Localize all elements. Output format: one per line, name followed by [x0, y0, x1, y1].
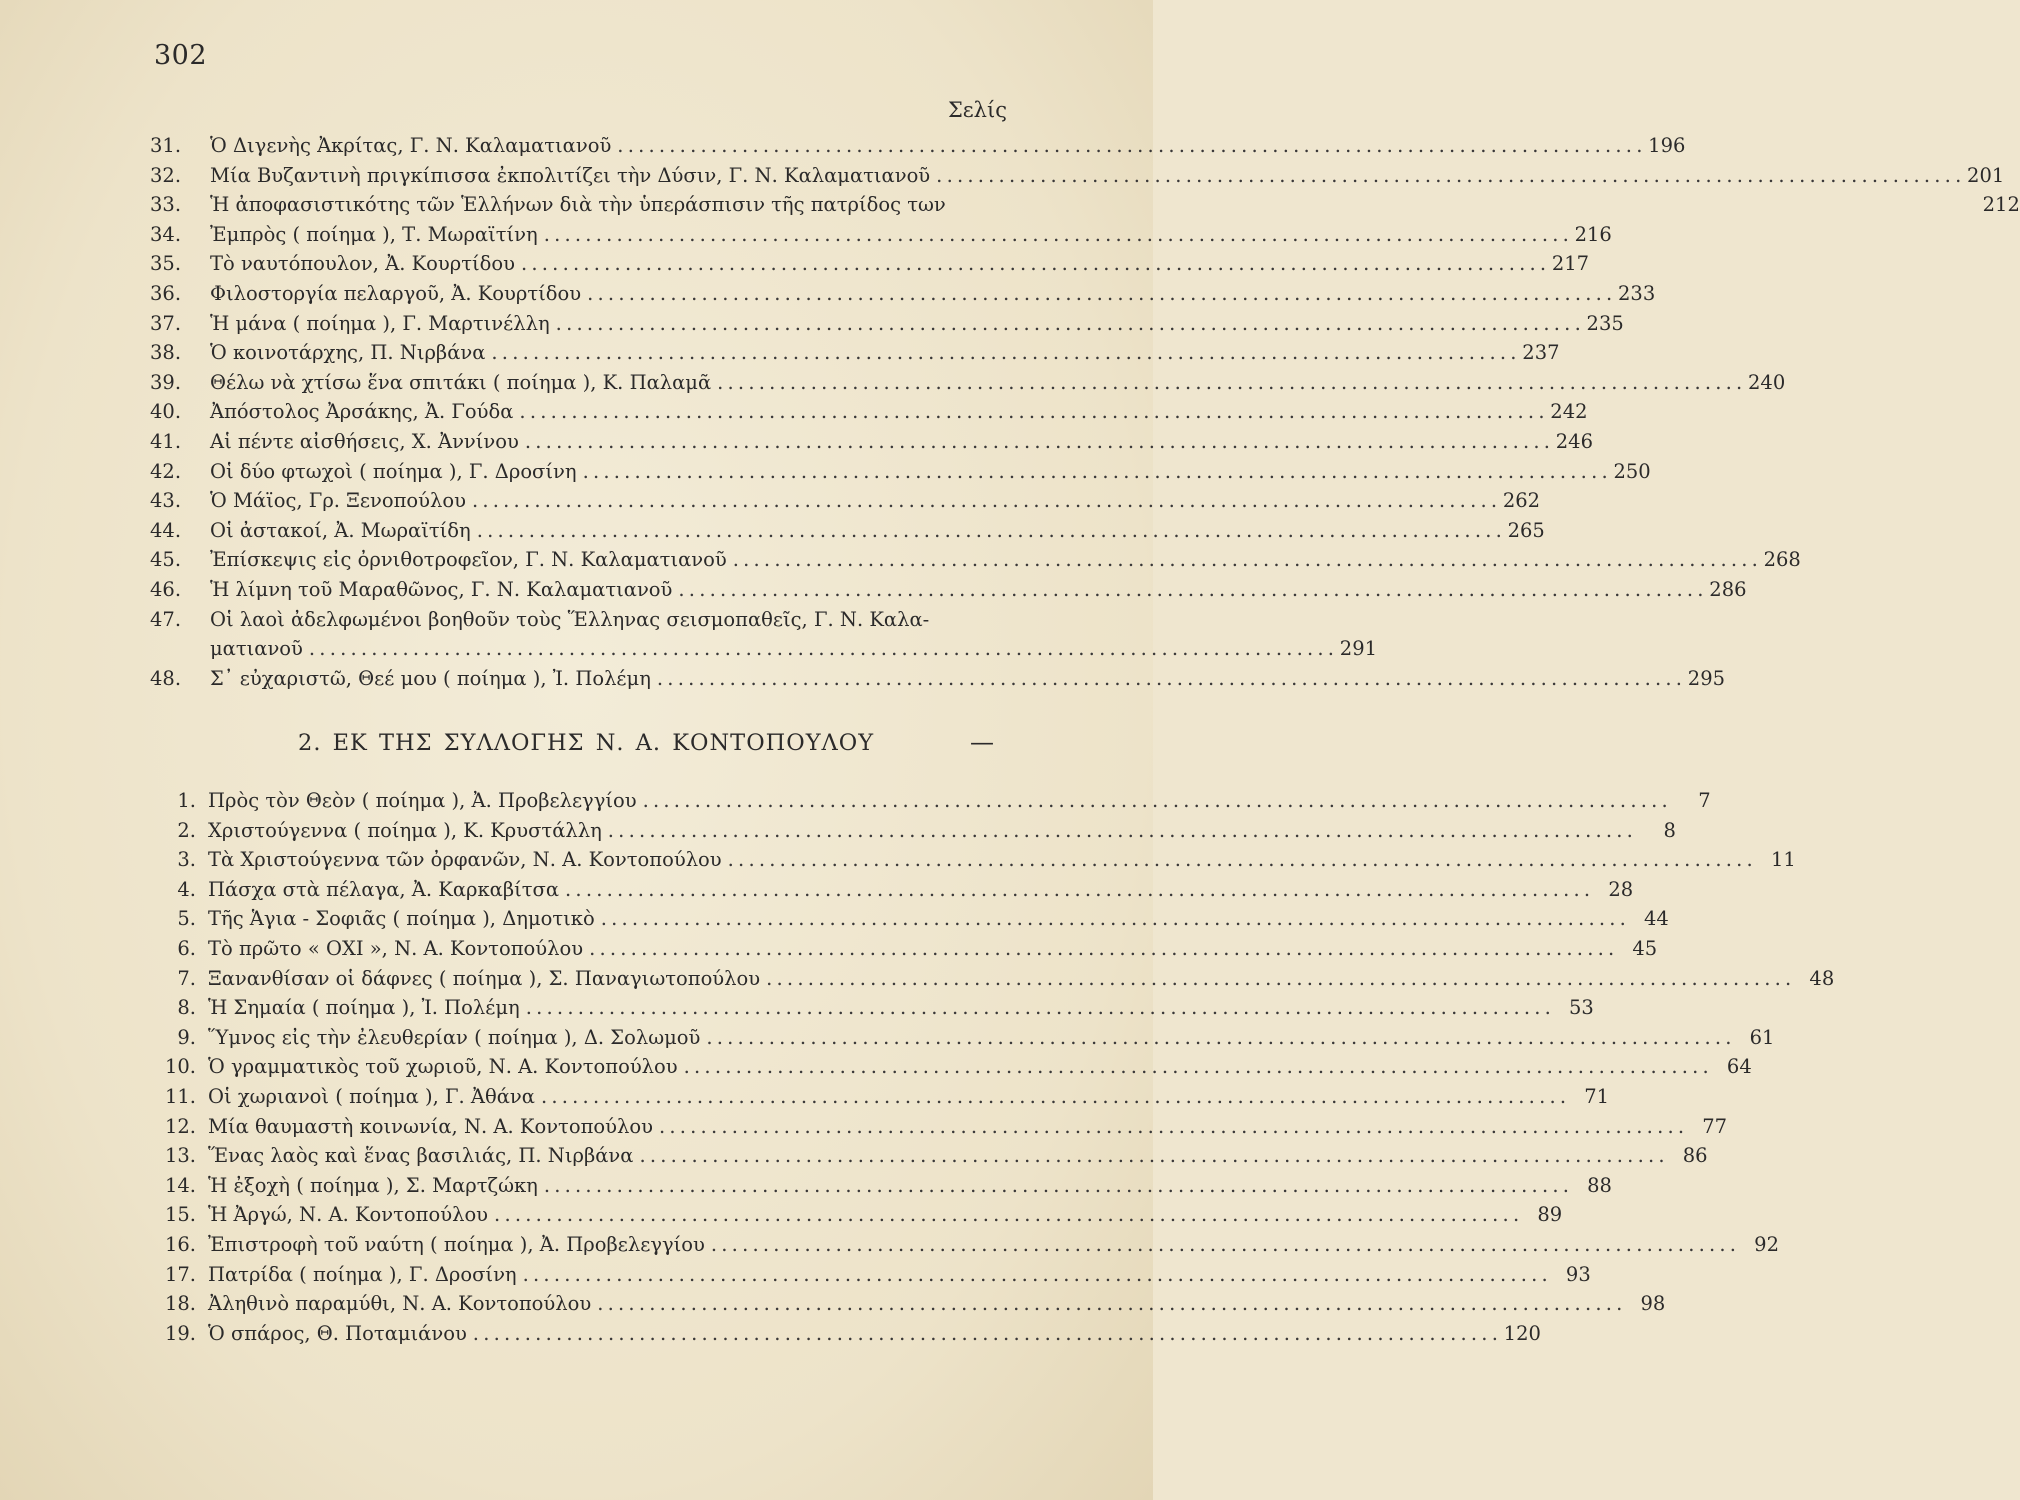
toc-entry [150, 1052, 1752, 1082]
toc-entry [150, 605, 1012, 635]
dot-leader [733, 545, 1757, 575]
entry-number: 42. [150, 459, 182, 483]
entry-page: 242 [1550, 400, 1588, 424]
dot-leader [657, 664, 1681, 694]
entry-title-continuation: ματιανοῦ [210, 637, 303, 661]
toc-entry [150, 427, 1593, 457]
toc-entry [150, 1112, 1728, 1142]
dot-leader [565, 875, 1589, 905]
toc-entry [150, 338, 1560, 368]
entry-title: Οἱ χωριανοὶ ( ποίημα ), Γ. Ἀθάνα [208, 1084, 535, 1108]
toc-entry [150, 786, 1711, 816]
entry-number: 34. [150, 222, 182, 246]
page-column-label: Σελίς [947, 98, 1007, 122]
entry-page: 98 [1640, 1292, 1666, 1316]
toc-entry [150, 1171, 1612, 1201]
entry-page: 8 [1663, 818, 1676, 842]
toc-entry [150, 875, 1634, 905]
dot-leader [659, 1112, 1683, 1142]
toc-entry [150, 309, 1624, 339]
dot-leader [473, 1319, 1497, 1349]
entry-number: 12. [164, 1114, 196, 1138]
dot-leader [608, 816, 1632, 846]
dot-leader [525, 427, 1549, 457]
entry-title: Τῆς Ἁγια - Σοφιᾶς ( ποίημα ), Δημοτικὸ [208, 907, 595, 931]
entry-number: 4. [177, 877, 196, 901]
entry-page: 235 [1586, 311, 1624, 335]
entry-page: 61 [1749, 1025, 1775, 1049]
entry-page: 86 [1682, 1144, 1708, 1168]
entry-title: Μία θαυμαστὴ κοινωνία, Ν. Α. Κοντοπούλου [208, 1114, 653, 1138]
entry-number: 40. [150, 400, 182, 424]
toc-entry [150, 1023, 1775, 1053]
entry-page: 233 [1618, 281, 1656, 305]
entry-page: 216 [1574, 222, 1612, 246]
toc-entry [150, 220, 1612, 250]
entry-page: 286 [1709, 577, 1747, 601]
toc-entry [150, 845, 1796, 875]
entry-title: Τὰ Χριστούγεννα τῶν ὀρφανῶν, Ν. Α. Κοντοπούλου [208, 848, 722, 872]
toc-entry [150, 1319, 1541, 1349]
entry-page: 77 [1702, 1114, 1728, 1138]
dot-leader [717, 368, 1741, 398]
dot-leader [494, 1200, 1518, 1230]
dot-leader [544, 220, 1568, 250]
entry-title: Σ᾽ εὐχαριστῶ, Θεέ μου ( ποίημα ), Ἰ. Πολέμη [210, 666, 651, 690]
dot-leader [556, 309, 1580, 339]
entry-number: 46. [150, 577, 182, 601]
entry-page: 240 [1748, 370, 1786, 394]
entry-title: Ξανανθίσαν οἱ δάφνες ( ποίημα ), Σ. Παναγιωτοπούλου [208, 966, 761, 990]
entry-title: Οἱ λαοὶ ἀδελφωμένοι βοηθοῦν τοὺς Ἕλληνας σεισμοπαθεῖς, Γ. Ν. Καλα- [210, 607, 930, 631]
dot-leader [639, 1141, 1663, 1171]
entry-number: 32. [150, 163, 182, 187]
entry-page: 250 [1613, 459, 1651, 483]
toc-entry [150, 664, 1726, 694]
entry-page: 262 [1502, 489, 1541, 513]
entry-number: 11. [164, 1084, 196, 1108]
entry-page: 291 [1339, 637, 1378, 661]
toc-list-section2 [150, 786, 1835, 1348]
entry-number: 38. [150, 341, 182, 365]
dot-leader [523, 1260, 1547, 1290]
dot-leader [601, 904, 1625, 934]
entry-page: 237 [1522, 341, 1560, 365]
dot-leader [684, 1052, 1708, 1082]
entry-number: 41. [150, 429, 182, 453]
entry-number: 37. [150, 311, 182, 335]
entry-page: 265 [1507, 518, 1545, 542]
entry-number: 35. [150, 252, 182, 276]
toc-entry [150, 1082, 1610, 1112]
dot-leader [472, 486, 1496, 516]
entry-number: 17. [164, 1262, 196, 1286]
entry-title: Πατρίδα ( ποίημα ), Γ. Δροσίνη [208, 1262, 517, 1286]
entry-title: Χριστούγεννα ( ποίημα ), Κ. Κρυστάλλη [208, 818, 602, 842]
entry-title: Ὁ γραμματικὸς τοῦ χωριοῦ, Ν. Α. Κοντοπούλου [208, 1055, 678, 1079]
entry-number: 1. [177, 789, 196, 812]
entry-number: 10. [164, 1055, 196, 1079]
dot-leader [491, 338, 1515, 368]
dot-leader [519, 397, 1543, 427]
entry-number: 2. [177, 818, 196, 842]
entry-page: 120 [1503, 1321, 1541, 1345]
dot-leader [617, 131, 1641, 161]
entry-number: 31. [150, 134, 182, 157]
dot-leader [936, 161, 1960, 191]
toc-entry [150, 993, 1594, 1023]
dot-leader [309, 634, 1333, 664]
dot-leader [643, 786, 1667, 816]
toc-entry [150, 545, 1801, 575]
entry-title: Αἱ πέντε αἰσθήσεις, Χ. Ἀννίνου [210, 429, 519, 453]
entry-number: 19. [164, 1321, 196, 1345]
entry-page: 196 [1648, 134, 1686, 157]
toc-entry [150, 1230, 1779, 1260]
entry-page: 48 [1809, 966, 1835, 990]
entry-title: Ἐμπρὸς ( ποίημα ), Τ. Μωραϊτίνη [210, 222, 538, 246]
toc-entry [150, 190, 2020, 220]
entry-title: Μία Βυζαντινὴ πριγκίπισσα ἐκπολιτίζει τὴν Δύσιν, Γ. Ν. Καλαματιανοῦ [210, 163, 931, 187]
dot-leader [711, 1230, 1735, 1260]
page-number: 302 [154, 40, 208, 71]
entry-number: 44. [150, 518, 182, 542]
dot-leader [583, 457, 1607, 487]
entry-page: 295 [1687, 666, 1726, 690]
dot-leader [597, 1289, 1621, 1319]
entry-page: 89 [1537, 1203, 1563, 1227]
dot-leader [728, 845, 1752, 875]
entry-number: 45. [150, 548, 182, 572]
entry-title: Πάσχα στὰ πέλαγα, Ἀ. Καρκαβίτσα [208, 877, 560, 901]
entry-page: 64 [1726, 1055, 1752, 1079]
toc-entry-continuation [150, 634, 1378, 664]
entry-page: 212 [1982, 193, 2020, 217]
entry-title: Ἐπιστροφὴ τοῦ ναύτη ( ποίημα ), Ἀ. Προβελεγγίου [208, 1232, 705, 1256]
entry-number: 36. [150, 281, 182, 305]
entry-title: Τὸ ναυτόπουλον, Ἀ. Κουρτίδου [210, 252, 515, 276]
entry-page: 268 [1763, 548, 1801, 572]
toc-entry [150, 397, 1588, 427]
entry-title: Ὁ Διγενὴς Ἀκρίτας, Γ. Ν. Καλαματιανοῦ [210, 134, 612, 157]
entry-title: Ὁ σπάρος, Θ. Ποταμιάνου [208, 1321, 467, 1345]
toc-entry [150, 457, 1651, 487]
entry-title: Πρὸς τὸν Θεὸν ( ποίημα ), Ἀ. Προβελεγγίου [208, 789, 637, 812]
entry-page: 45 [1632, 936, 1658, 960]
entry-title: Τὸ πρῶτο « ΟΧΙ », Ν. Α. Κοντοπούλου [208, 936, 584, 960]
entry-title: Ἡ ἀποφασιστικότης τῶν Ἑλλήνων διὰ τὴν ὑπεράσπισιν τῆς πατρίδος των [210, 193, 946, 217]
toc-entry [150, 131, 1686, 161]
toc-entry [150, 1200, 1563, 1230]
entry-page: 44 [1644, 907, 1669, 931]
toc-entry [150, 964, 1835, 994]
dot-leader [526, 993, 1550, 1023]
entry-title: Ὁ Μάϊος, Γρ. Ξενοπούλου [210, 489, 466, 513]
toc-entry [150, 516, 1545, 546]
entry-number: 13. [164, 1144, 196, 1168]
dot-leader [706, 1023, 1730, 1053]
toc-entry [150, 161, 2005, 191]
toc-entry [150, 1141, 1708, 1171]
entry-number: 15. [164, 1203, 196, 1227]
entry-title: Ἕνας λαὸς καὶ ἕνας βασιλιάς, Π. Νιρβάνα [208, 1144, 634, 1168]
dot-leader [766, 964, 1790, 994]
entry-number: 8. [177, 996, 196, 1020]
dot-leader [589, 934, 1613, 964]
entry-number: 33. [150, 193, 182, 217]
dot-leader [678, 575, 1702, 605]
entry-number: 9. [177, 1025, 196, 1049]
entry-number: 43. [150, 489, 182, 513]
dot-leader [541, 1082, 1565, 1112]
entry-number: 6. [177, 936, 196, 960]
entry-title: Ἡ ἐξοχὴ ( ποίημα ), Σ. Μαρτζώκη [208, 1173, 538, 1197]
entry-number: 48. [150, 666, 182, 690]
entry-title: Ἡ Ἀργώ, Ν. Α. Κοντοπούλου [208, 1203, 489, 1227]
entry-page: 246 [1555, 429, 1593, 453]
dot-leader [587, 279, 1611, 309]
entry-number: 5. [177, 907, 196, 931]
entry-title: Φιλοστοργία πελαργοῦ, Ἀ. Κουρτίδου [210, 281, 582, 305]
entry-title: Ἀληθινὸ παραμύθι, Ν. Α. Κοντοπούλου [208, 1292, 592, 1316]
toc-entry [150, 279, 1656, 309]
entry-number: 3. [177, 848, 196, 872]
dot-leader [521, 249, 1545, 279]
dot-leader [544, 1171, 1568, 1201]
entry-page: 28 [1608, 877, 1634, 901]
entry-title: Ἡ Σημαία ( ποίημα ), Ἰ. Πολέμη [208, 996, 520, 1020]
entry-page: 201 [1967, 163, 2005, 187]
toc-entry [150, 816, 1676, 846]
entry-title: Θέλω νὰ χτίσω ἕνα σπιτάκι ( ποίημα ), Κ. Παλαμᾶ [210, 370, 712, 394]
toc-entry [150, 1289, 1666, 1319]
dash-mark: — [970, 728, 994, 756]
entry-page: 217 [1551, 252, 1590, 276]
entry-number: 39. [150, 370, 182, 394]
entry-number: 47. [150, 607, 182, 631]
entry-title: Ἡ μάνα ( ποίημα ), Γ. Μαρτινέλλη [210, 311, 550, 335]
entry-title: Ἀπόστολος Ἀρσάκης, Ἀ. Γούδα [210, 400, 514, 424]
entry-number: 16. [164, 1232, 196, 1256]
entry-title: Οἱ δύο φτωχοὶ ( ποίημα ), Γ. Δροσίνη [210, 459, 577, 483]
toc-entry [150, 249, 1590, 279]
entry-title: Ἡ λίμνη τοῦ Μαραθῶνος, Γ. Ν. Καλαματιανοῦ [210, 577, 673, 601]
entry-title: Ὁ κοινοτάρχης, Π. Νιρβάνα [210, 341, 486, 365]
entry-page: 53 [1569, 996, 1594, 1020]
entry-page: 7 [1698, 789, 1711, 812]
toc-entry [150, 368, 1786, 398]
entry-page: 92 [1754, 1232, 1779, 1256]
toc-entry [150, 575, 1747, 605]
entry-page: 71 [1584, 1084, 1610, 1108]
toc-entry [150, 1260, 1591, 1290]
section-heading: 2. ΕΚ ΤΗΣ ΣΥΛΛΟΓΗΣ Ν. Α. ΚΟΝΤΟΠΟΥΛΟΥ [298, 730, 875, 756]
toc-entry [150, 904, 1669, 934]
entry-title: Ὕμνος εἰς τὴν ἐλευθερίαν ( ποίημα ), Δ. Σολωμοῦ [208, 1025, 701, 1049]
toc-entry [150, 486, 1541, 516]
entry-number: 7. [177, 966, 196, 990]
toc-list-section1 [150, 131, 2020, 693]
entry-page: 11 [1770, 848, 1796, 872]
entry-title: Ἐπίσκεψις εἰς ὀρνιθοτροφεῖον, Γ. Ν. Καλαματιανοῦ [210, 548, 727, 572]
entry-page: 93 [1565, 1262, 1591, 1286]
entry-page: 88 [1587, 1173, 1612, 1197]
entry-number: 14. [164, 1173, 196, 1197]
dot-leader [477, 516, 1501, 546]
entry-title: Οἱ ἀστακοί, Ἀ. Μωραϊτίδη [210, 518, 471, 542]
entry-number: 18. [164, 1292, 196, 1316]
toc-entry [150, 934, 1658, 964]
